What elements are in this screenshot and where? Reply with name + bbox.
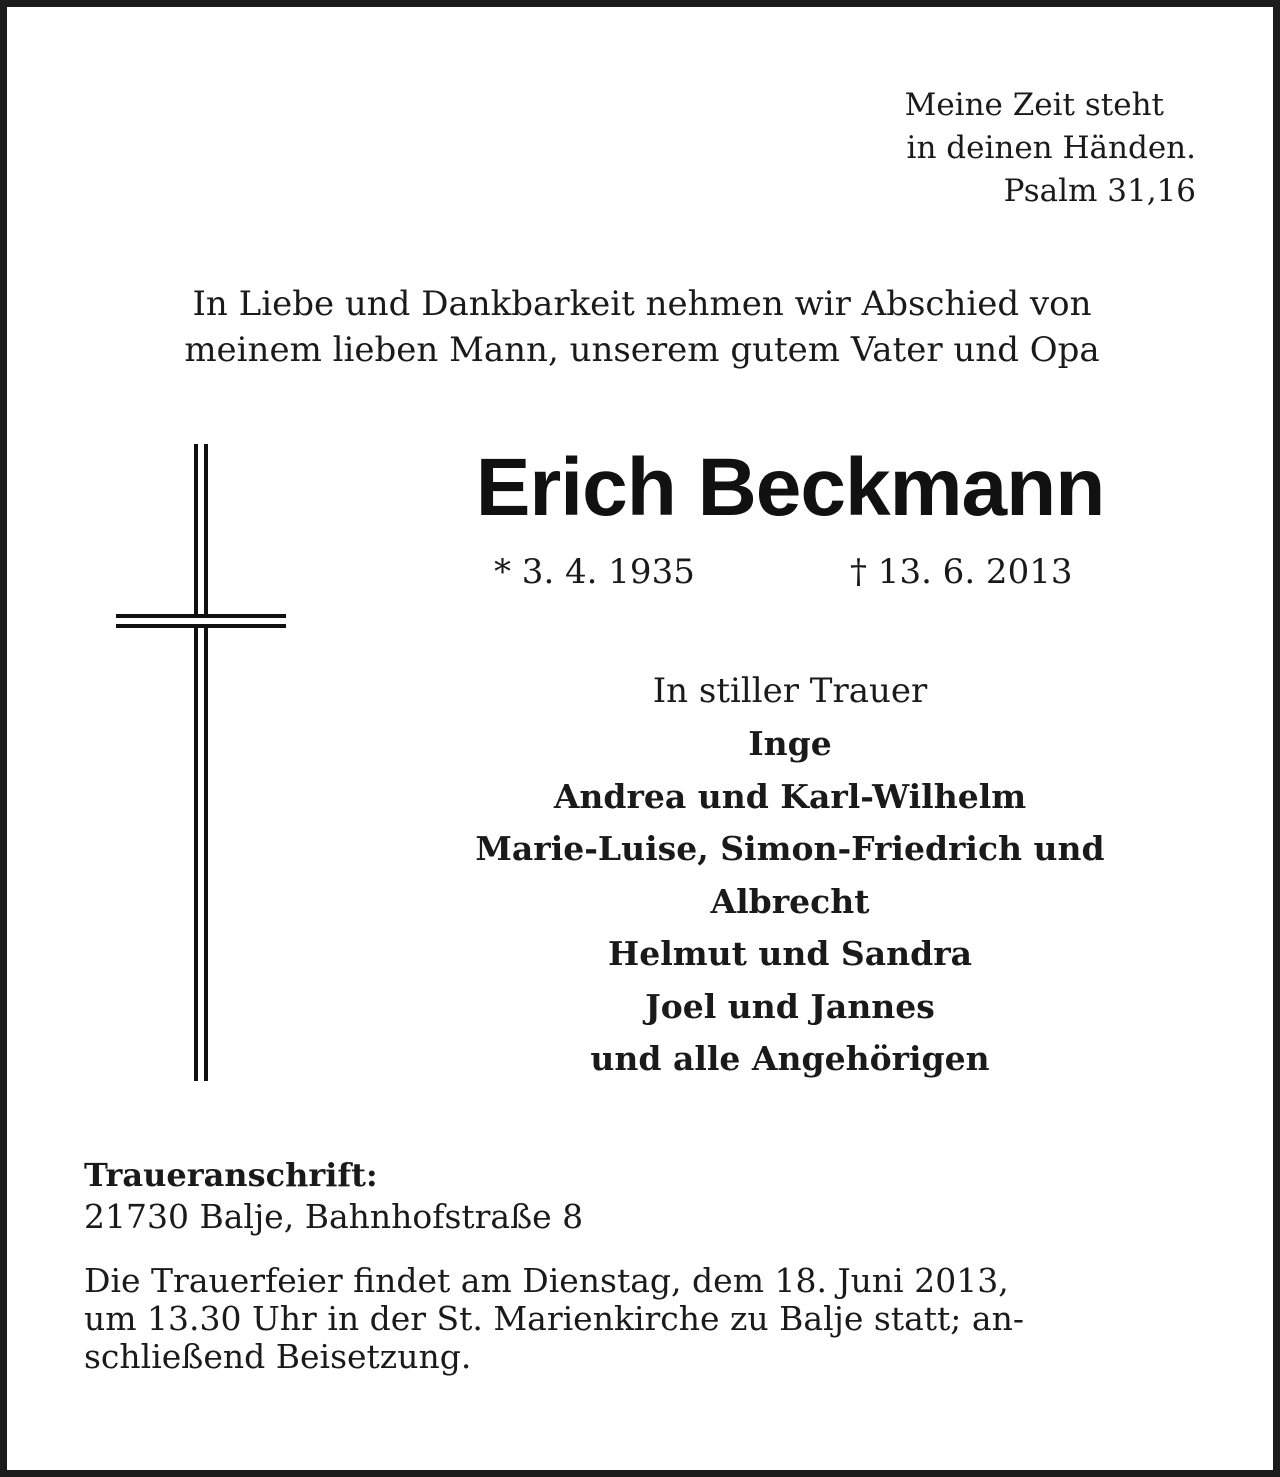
address-label: Traueranschrift: bbox=[84, 1156, 378, 1194]
mourner-name: Joel und Jannes bbox=[645, 986, 935, 1026]
farewell-line-2: meinem lieben Mann, unserem gutem Vater und Opa bbox=[184, 330, 1100, 370]
mourner-name: Albrecht bbox=[710, 881, 870, 921]
verse-line-2: in deinen Händen. bbox=[906, 130, 1196, 166]
farewell-line-1: In Liebe und Dankbarkeit nehmen wir Abschied von bbox=[192, 284, 1092, 324]
verse-reference: Psalm 31,16 bbox=[1003, 173, 1196, 209]
deceased-name: Erich Beckmann bbox=[475, 442, 1105, 533]
birth-date: * 3. 4. 1935 bbox=[494, 552, 695, 592]
service-line-1: Die Trauerfeier findet am Dienstag, dem 18. Juni 2013, bbox=[84, 1261, 1009, 1300]
mourner-name: Inge bbox=[748, 724, 832, 763]
mourning-address: 21730 Balje, Bahnhofstraße 8 bbox=[84, 1197, 584, 1236]
farewell-text bbox=[80, 281, 1204, 373]
funeral-service-text bbox=[84, 1262, 1204, 1376]
mourner-name: Helmut und Sandra bbox=[608, 934, 972, 973]
verse-line-1: Meine Zeit steht bbox=[904, 87, 1164, 123]
bible-verse bbox=[840, 84, 1196, 213]
mourner-list bbox=[400, 718, 1180, 1086]
service-line-2: um 13.30 Uhr in der St. Marienkirche zu Balje statt; an- bbox=[84, 1299, 1024, 1338]
service-line-3: schließend Beisetzung. bbox=[84, 1337, 472, 1376]
mourner-name: Andrea und Karl-Wilhelm bbox=[553, 776, 1027, 816]
cross-vertical-bar bbox=[194, 444, 208, 1081]
mourner-name: und alle Angehörigen bbox=[590, 1039, 990, 1078]
cross-center bbox=[198, 618, 204, 624]
mourning-heading: In stiller Trauer bbox=[652, 671, 928, 711]
mourner-name: Marie-Luise, Simon-Friedrich und bbox=[475, 829, 1105, 868]
death-date: † 13. 6. 2013 bbox=[850, 552, 1073, 592]
